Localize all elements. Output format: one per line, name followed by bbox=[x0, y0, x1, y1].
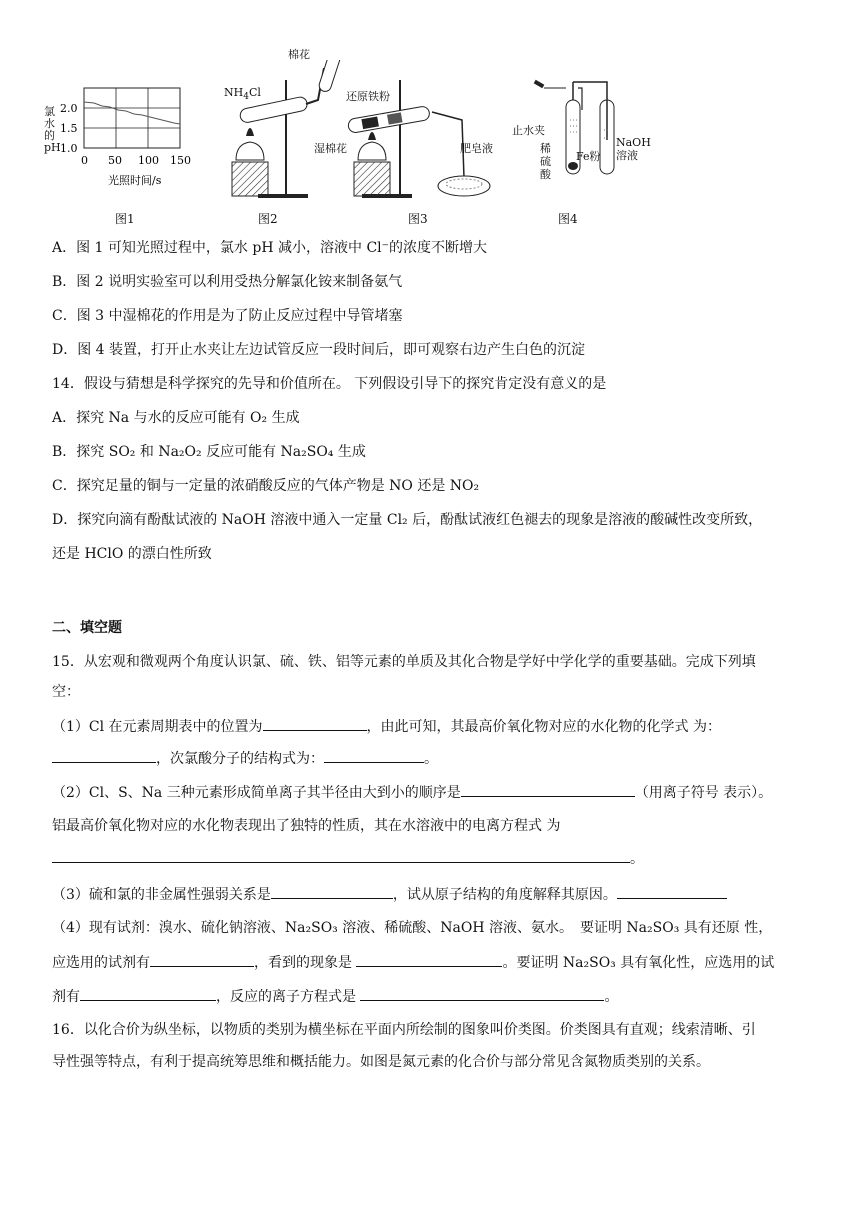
clamp-label: 止水夹 bbox=[512, 124, 545, 137]
figure-caption: 图3 bbox=[408, 212, 428, 226]
figure-caption: 图4 bbox=[558, 212, 578, 226]
y-axis-label: 氯水的pH bbox=[44, 105, 61, 154]
ytick: 1.5 bbox=[60, 122, 78, 135]
q13-option-a: A．图 1 可知光照过程中，氯水 pH 减小，溶液中 Cl⁻的浓度不断增大 bbox=[52, 240, 488, 256]
iron-powder-label: 还原铁粉 bbox=[346, 90, 390, 103]
q15-stem: 15．从宏观和微观两个角度认识氯、硫、铁、铝等元素的单质及其化合物是学好中学化学的重要基础。完成下列填 bbox=[52, 654, 756, 670]
iron-steam-apparatus bbox=[342, 60, 502, 200]
q15-stem-cont: 空： bbox=[52, 684, 80, 700]
ph-curve bbox=[84, 102, 180, 124]
xtick: 50 bbox=[108, 154, 122, 167]
answer-blank[interactable] bbox=[263, 716, 367, 731]
nh4cl-label: $NH_4Cl$ bbox=[224, 86, 261, 103]
figure-4 bbox=[512, 60, 651, 230]
q15-part1: （1）Cl 在元素周期表中的位置为 ，由此可知，其最高价氧化物对应的水化物的化学式 为： bbox=[52, 716, 721, 737]
q15-part3: （3）硫和氯的非金属性强弱关系是 ，试从原子结构的角度解释其原因。 bbox=[52, 884, 727, 905]
answer-blank[interactable] bbox=[461, 782, 635, 797]
q14-option-a: A．探究 Na 与水的反应可能有 O₂ 生成 bbox=[52, 410, 300, 426]
answer-blank[interactable] bbox=[324, 748, 424, 763]
xtick: 100 bbox=[138, 154, 159, 167]
fe-powder-label: Fe粉 bbox=[576, 150, 601, 163]
q14-option-b: B．探究 SO₂ 和 Na₂O₂ 反应可能有 Na₂SO₄ 生成 bbox=[52, 444, 366, 460]
q15-part4: （4）现有试剂：溴水、硫化钠溶液、Na₂SO₃ 溶液、稀硫酸、NaOH 溶液、氨水。 要证明 Na₂SO₃ 具有还原 性， bbox=[52, 920, 773, 936]
answer-blank[interactable] bbox=[271, 884, 393, 899]
q13-option-c: C．图 3 中湿棉花的作用是为了防止反应过程中导管堵塞 bbox=[52, 308, 403, 324]
answer-blank[interactable] bbox=[360, 986, 604, 1001]
q14-option-d-cont: 还是 HClO 的漂白性所致 bbox=[52, 546, 212, 562]
ytick: 2.0 bbox=[60, 102, 78, 115]
xtick: 150 bbox=[170, 154, 191, 167]
dilute-acid-label: 稀 硫 酸 bbox=[540, 142, 551, 181]
cotton-label: 棉花 bbox=[288, 48, 310, 61]
xtick: 0 bbox=[81, 154, 88, 167]
q15-part2-cont: 铝最高价氧化物对应的水化物表现出了独特的性质，其在水溶液中的电离方程式 为 bbox=[52, 818, 561, 834]
naoh-solution-label: NaOH 溶液 bbox=[616, 136, 651, 162]
q13-option-d: D．图 4 装置，打开止水夹让左边试管反应一段时间后，即可观察右边产生白色的沉淀 bbox=[52, 342, 586, 358]
ytick: 1.0 bbox=[60, 142, 78, 155]
figure-3 bbox=[314, 60, 502, 230]
q16-stem: 16．以化合价为纵坐标，以物质的类别为横坐标在平面内所绘制的图象叫价类图。价类图具有直观；线索清晰、引 bbox=[52, 1022, 756, 1038]
chart-frame bbox=[84, 88, 180, 148]
figure-1 bbox=[44, 60, 200, 230]
wet-cotton-label: 湿棉花 bbox=[314, 142, 347, 155]
answer-blank[interactable] bbox=[617, 884, 727, 899]
q15-part1-cont: ，次氯酸分子的结构式为： 。 bbox=[52, 748, 438, 769]
answer-blank[interactable] bbox=[356, 952, 502, 967]
ammonia-apparatus bbox=[218, 60, 348, 200]
q14-option-d: D．探究向滴有酚酞试液的 NaOH 溶液中通入一定量 Cl₂ 后，酚酞试液红色褪去的现象是溶液的酸碱性改变所致， bbox=[52, 512, 763, 528]
figure-caption: 图2 bbox=[258, 212, 278, 226]
q15-part4-cont: 应选用的试剂有 ，看到的现象是 。要证明 Na₂SO₃ 具有氧化性，应选用的试 bbox=[52, 952, 774, 973]
answer-blank[interactable] bbox=[150, 952, 254, 967]
q15-part4-cont2: 剂有 ，反应的离子方程式是 。 bbox=[52, 986, 618, 1007]
q13-option-b: B．图 2 说明实验室可以利用受热分解氯化铵来制备氨气 bbox=[52, 274, 403, 290]
q15-part2: （2）Cl、S、Na 三种元素形成简单离子其半径由大到小的顺序是 （用离子符号 表示）。 bbox=[52, 782, 772, 803]
q14-stem: 14．假设与猜想是科学探究的先导和价值所在。 下列假设引导下的探究肯定没有意义的是 bbox=[52, 376, 607, 392]
answer-blank[interactable] bbox=[80, 986, 216, 1001]
q15-part2-answer: 。 bbox=[52, 848, 644, 869]
soap-solution-label: 肥皂液 bbox=[460, 142, 493, 155]
answer-blank[interactable] bbox=[52, 748, 156, 763]
figure-caption: 图1 bbox=[115, 212, 135, 226]
q14-option-c: C．探究足量的铜与一定量的浓硝酸反应的气体产物是 NO 还是 NO₂ bbox=[52, 478, 480, 494]
x-axis-label: 光照时间/s bbox=[108, 174, 162, 187]
q16-stem-cont: 导性强等特点，有利于提高统筹思维和概括能力。如图是氮元素的化合价与部分常见含氮物质类别的关系。 bbox=[52, 1054, 710, 1070]
answer-blank[interactable] bbox=[52, 848, 630, 863]
ph-chart bbox=[50, 60, 200, 200]
section-heading: 二、填空题 bbox=[52, 620, 122, 636]
